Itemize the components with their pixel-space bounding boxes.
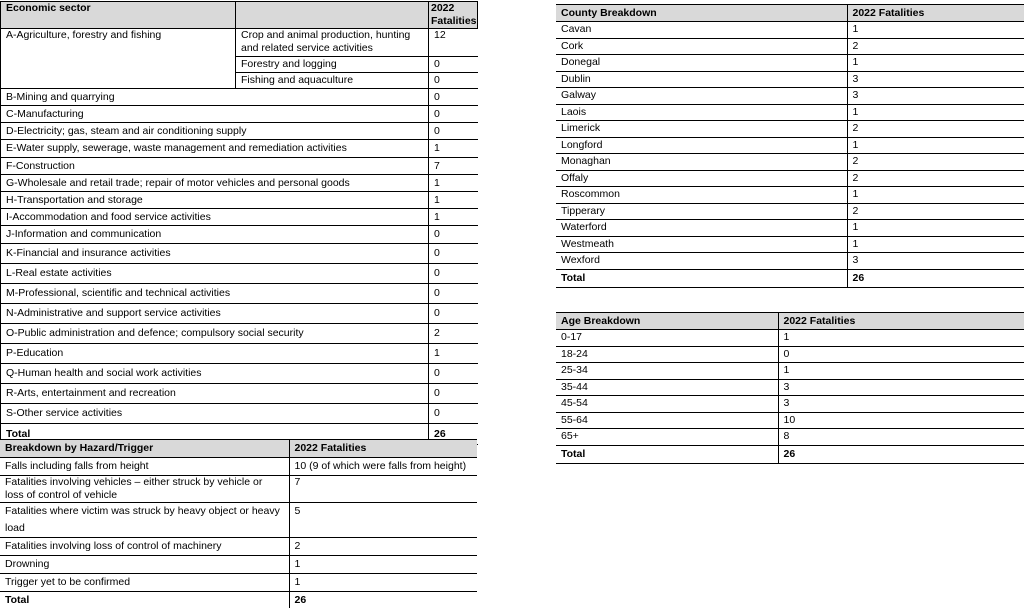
county-label: Galway bbox=[556, 88, 847, 105]
econ-row bbox=[1, 89, 478, 106]
econ-row bbox=[1, 324, 478, 344]
county-header-fatalities: 2022 Fatalities bbox=[847, 5, 1024, 22]
econ-sector-label: P-Education bbox=[1, 344, 429, 364]
econ-sector-label: G-Wholesale and retail trade; repair of motor vehicles and personal goods bbox=[1, 175, 429, 192]
econ-sector-value: 0 bbox=[429, 89, 478, 106]
hazard-total-value: 26 bbox=[289, 592, 477, 608]
age-label: 35-44 bbox=[556, 379, 778, 396]
econ-row bbox=[1, 384, 478, 404]
econ-sector-label: D-Electricity; gas, steam and air conditioning supply bbox=[1, 123, 429, 140]
econ-sector-value: 1 bbox=[429, 175, 478, 192]
econ-agri-sub-value: 12 bbox=[429, 29, 478, 57]
county-total-label: Total bbox=[556, 269, 847, 287]
hazard-value: 7 bbox=[289, 476, 477, 503]
econ-row bbox=[1, 192, 478, 209]
hazard-value: 1 bbox=[289, 574, 477, 592]
age-value: 1 bbox=[778, 363, 1024, 380]
county-row bbox=[556, 187, 1024, 204]
county-label: Cork bbox=[556, 38, 847, 55]
age-header-row bbox=[556, 313, 1024, 330]
age-row bbox=[556, 379, 1024, 396]
econ-row bbox=[1, 344, 478, 364]
age-value: 1 bbox=[778, 330, 1024, 347]
econ-sector-value: 0 bbox=[429, 384, 478, 404]
age-value: 3 bbox=[778, 379, 1024, 396]
county-label: Wexford bbox=[556, 253, 847, 270]
county-row bbox=[556, 104, 1024, 121]
age-header-fatalities: 2022 Fatalities bbox=[778, 313, 1024, 330]
hazard-header-fatalities: 2022 Fatalities bbox=[289, 440, 477, 458]
age-row bbox=[556, 346, 1024, 363]
econ-row bbox=[1, 304, 478, 324]
econ-sector-label: E-Water supply, sewerage, waste management and remediation activities bbox=[1, 140, 429, 158]
econ-row bbox=[1, 123, 478, 140]
county-row bbox=[556, 203, 1024, 220]
county-header-row bbox=[556, 5, 1024, 22]
hazard-value: 1 bbox=[289, 556, 477, 574]
econ-row bbox=[1, 209, 478, 226]
econ-sector-value: 0 bbox=[429, 304, 478, 324]
county-label: Tipperary bbox=[556, 203, 847, 220]
county-value: 1 bbox=[847, 187, 1024, 204]
county-row bbox=[556, 236, 1024, 253]
econ-row bbox=[1, 264, 478, 284]
age-label: 0-17 bbox=[556, 330, 778, 347]
econ-sector-value: 1 bbox=[429, 140, 478, 158]
econ-sector-label: L-Real estate activities bbox=[1, 264, 429, 284]
econ-sector-label: R-Arts, entertainment and recreation bbox=[1, 384, 429, 404]
county-label: Laois bbox=[556, 104, 847, 121]
age-value: 8 bbox=[778, 429, 1024, 446]
hazard-value: 10 (9 of which were falls from height) bbox=[289, 458, 477, 476]
county-value: 2 bbox=[847, 170, 1024, 187]
age-row bbox=[556, 330, 1024, 347]
hazard-total-label: Total bbox=[0, 592, 289, 608]
age-row bbox=[556, 412, 1024, 429]
county-label: Waterford bbox=[556, 220, 847, 237]
hazard-table bbox=[0, 439, 477, 608]
econ-row bbox=[1, 404, 478, 424]
age-value: 3 bbox=[778, 396, 1024, 413]
econ-row bbox=[1, 158, 478, 175]
econ-sector-label: H-Transportation and storage bbox=[1, 192, 429, 209]
econ-row bbox=[1, 106, 478, 123]
age-table bbox=[556, 312, 1024, 464]
econ-agri-sub-label: Fishing and aquaculture bbox=[236, 73, 429, 89]
hazard-value: 2 bbox=[289, 538, 477, 556]
econ-sector-value: 0 bbox=[429, 226, 478, 244]
econ-agri-sub-value: 0 bbox=[429, 73, 478, 89]
county-row bbox=[556, 22, 1024, 39]
county-row bbox=[556, 38, 1024, 55]
econ-header-blank bbox=[236, 2, 429, 29]
age-row bbox=[556, 429, 1024, 446]
hazard-row bbox=[0, 556, 477, 574]
econ-sector-value: 0 bbox=[429, 106, 478, 123]
age-row bbox=[556, 363, 1024, 380]
econ-sector-value: 0 bbox=[429, 284, 478, 304]
county-label: Roscommon bbox=[556, 187, 847, 204]
hazard-row bbox=[0, 574, 477, 592]
econ-total-value: 26 bbox=[429, 424, 478, 445]
county-value: 1 bbox=[847, 137, 1024, 154]
county-header-county: County Breakdown bbox=[556, 5, 847, 22]
hazard-header-trigger: Breakdown by Hazard/Trigger bbox=[0, 440, 289, 458]
county-label: Monaghan bbox=[556, 154, 847, 171]
econ-sector-label: F-Construction bbox=[1, 158, 429, 175]
econ-agri-sub-label: Crop and animal production, hunting and related service activities bbox=[236, 29, 429, 57]
county-row bbox=[556, 71, 1024, 88]
county-value: 1 bbox=[847, 236, 1024, 253]
econ-row bbox=[1, 140, 478, 158]
econ-header-fatalities: 2022 Fatalities bbox=[429, 2, 478, 29]
county-label: Cavan bbox=[556, 22, 847, 39]
age-value: 10 bbox=[778, 412, 1024, 429]
econ-sector-label: M-Professional, scientific and technical activities bbox=[1, 284, 429, 304]
econ-row bbox=[1, 175, 478, 192]
econ-sector-value: 0 bbox=[429, 264, 478, 284]
age-label: 45-54 bbox=[556, 396, 778, 413]
county-row bbox=[556, 137, 1024, 154]
county-row bbox=[556, 253, 1024, 270]
hazard-row bbox=[0, 476, 477, 503]
econ-sector-label: B-Mining and quarrying bbox=[1, 89, 429, 106]
hazard-header-row bbox=[0, 440, 477, 458]
econ-sector-value: 2 bbox=[429, 324, 478, 344]
age-total-row bbox=[556, 445, 1024, 463]
county-row bbox=[556, 220, 1024, 237]
hazard-label: Drowning bbox=[0, 556, 289, 574]
econ-total-label: Total bbox=[1, 424, 429, 445]
county-label: Offaly bbox=[556, 170, 847, 187]
county-total-value: 26 bbox=[847, 269, 1024, 287]
econ-sector-label: S-Other service activities bbox=[1, 404, 429, 424]
econ-sector-label: J-Information and communication bbox=[1, 226, 429, 244]
age-label: 18-24 bbox=[556, 346, 778, 363]
county-value: 2 bbox=[847, 203, 1024, 220]
econ-sector-label: Q-Human health and social work activities bbox=[1, 364, 429, 384]
age-label: 65+ bbox=[556, 429, 778, 446]
hazard-label: Falls including falls from height bbox=[0, 458, 289, 476]
age-row bbox=[556, 396, 1024, 413]
county-value: 2 bbox=[847, 154, 1024, 171]
county-label: Longford bbox=[556, 137, 847, 154]
economic-sector-table bbox=[0, 1, 478, 445]
age-label: 25-34 bbox=[556, 363, 778, 380]
econ-sector-value: 0 bbox=[429, 364, 478, 384]
hazard-row bbox=[0, 458, 477, 476]
econ-agri-label: A-Agriculture, forestry and fishing bbox=[1, 29, 236, 89]
age-label: 55-64 bbox=[556, 412, 778, 429]
hazard-label: Trigger yet to be confirmed bbox=[0, 574, 289, 592]
age-header-age: Age Breakdown bbox=[556, 313, 778, 330]
county-value: 1 bbox=[847, 22, 1024, 39]
hazard-value: 5 bbox=[289, 503, 477, 538]
econ-sector-value: 0 bbox=[429, 404, 478, 424]
econ-row bbox=[1, 226, 478, 244]
econ-header-sector: Economic sector bbox=[1, 2, 236, 29]
econ-sector-value: 1 bbox=[429, 209, 478, 226]
county-label: Westmeath bbox=[556, 236, 847, 253]
county-value: 2 bbox=[847, 121, 1024, 138]
hazard-row bbox=[0, 503, 477, 538]
county-total-row bbox=[556, 269, 1024, 287]
county-row bbox=[556, 170, 1024, 187]
county-value: 1 bbox=[847, 55, 1024, 72]
county-value: 2 bbox=[847, 38, 1024, 55]
county-row bbox=[556, 88, 1024, 105]
econ-sector-value: 7 bbox=[429, 158, 478, 175]
hazard-row bbox=[0, 538, 477, 556]
county-value: 3 bbox=[847, 253, 1024, 270]
hazard-label: Fatalities involving vehicles – either struck by vehicle or loss of control of vehicle bbox=[0, 476, 289, 503]
econ-sector-value: 1 bbox=[429, 344, 478, 364]
hazard-label: Fatalities where victim was struck by heavy object or heavy load bbox=[0, 503, 289, 538]
econ-sector-label: N-Administrative and support service activities bbox=[1, 304, 429, 324]
econ-agri-sub-label: Forestry and logging bbox=[236, 57, 429, 73]
econ-header-row bbox=[1, 2, 478, 29]
econ-sector-value: 0 bbox=[429, 244, 478, 264]
county-value: 3 bbox=[847, 71, 1024, 88]
econ-sector-label: K-Financial and insurance activities bbox=[1, 244, 429, 264]
age-total-value: 26 bbox=[778, 445, 1024, 463]
county-label: Limerick bbox=[556, 121, 847, 138]
econ-sector-label: C-Manufacturing bbox=[1, 106, 429, 123]
county-label: Dublin bbox=[556, 71, 847, 88]
econ-row bbox=[1, 284, 478, 304]
county-table bbox=[556, 4, 1024, 288]
age-value: 0 bbox=[778, 346, 1024, 363]
age-total-label: Total bbox=[556, 445, 778, 463]
econ-sector-label: I-Accommodation and food service activities bbox=[1, 209, 429, 226]
econ-row-agri-1 bbox=[1, 29, 478, 57]
county-row bbox=[556, 154, 1024, 171]
econ-sector-value: 1 bbox=[429, 192, 478, 209]
econ-sector-label: O-Public administration and defence; compulsory social security bbox=[1, 324, 429, 344]
county-row bbox=[556, 121, 1024, 138]
county-value: 3 bbox=[847, 88, 1024, 105]
county-row bbox=[556, 55, 1024, 72]
econ-row bbox=[1, 244, 478, 264]
county-value: 1 bbox=[847, 220, 1024, 237]
econ-sector-value: 0 bbox=[429, 123, 478, 140]
econ-row bbox=[1, 364, 478, 384]
econ-agri-sub-value: 0 bbox=[429, 57, 478, 73]
county-value: 1 bbox=[847, 104, 1024, 121]
county-label: Donegal bbox=[556, 55, 847, 72]
hazard-label: Fatalities involving loss of control of machinery bbox=[0, 538, 289, 556]
